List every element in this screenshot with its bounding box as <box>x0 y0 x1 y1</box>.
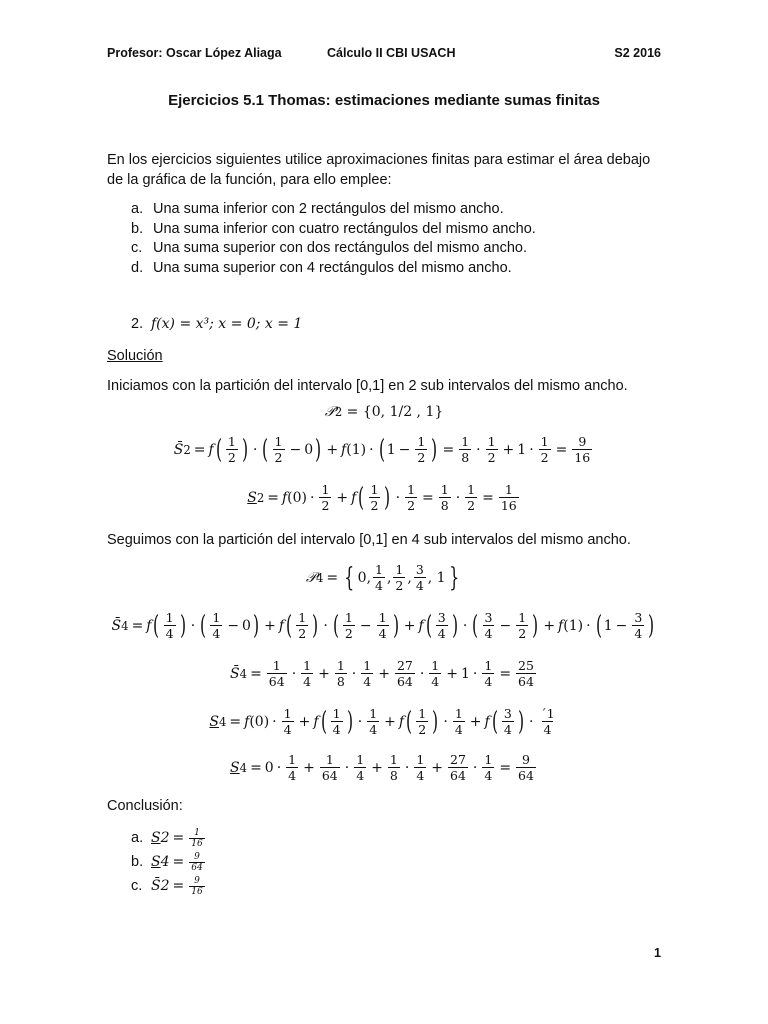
list-item: d. Una suma superior con 4 rectángulos del mismo ancho. <box>131 259 512 276</box>
equation-p4: 𝒫 4 = { 0, $\frac{1}{4}$ , $\frac{1}{2}$ , $\frac{3}{4}$ , 1 } <box>305 562 459 593</box>
equation-lower-sum-4-values: S 4 = 0 · $\frac{1}{4}$ + $\frac{1}{64}$ · $\frac{1}{4}$ + $\frac{1}{8}$ · $\frac{1}{4}$ + $\frac{27}{64}$ · $\frac{1}{4}$ = $\frac{9}{64}$ <box>230 752 534 783</box>
list-item: a. Una suma inferior con 2 rectángulos del mismo ancho. <box>131 201 504 217</box>
solution-heading: Solución <box>107 348 163 364</box>
equation-upper-sum-2: S̄ 2 = f ( $\frac{1}{2}$ ) · ( $\frac{1}{2}$ − 0 ) + f (1) · ( 1 − $\frac{1}{2}$ ) = $\frac{1}{8}$ · $\frac{1}{2}$ + 1 · $\frac{1}{2}$ = $\frac{9}{16}$ <box>173 434 591 465</box>
header-semester: S2 2016 <box>614 46 661 60</box>
conclusion-list <box>131 826 207 898</box>
list-item: c. S̄ 2 = $\frac{9}{16}$ <box>131 875 203 897</box>
equation-p2: 𝒫 2 = {0, 1/2 , 1} <box>324 404 444 420</box>
instruction-list <box>131 200 536 278</box>
exercise-statement: 2. f(x) = x³; x = 0; x = 1 <box>131 316 303 332</box>
partition-2-text: Iniciamos con la partición del intervalo [0,1] en 2 sub intervalos del mismo ancho. <box>107 378 628 394</box>
equation-upper-sum-4-values: S̄ 4 = $\frac{1}{64}$ · $\frac{1}{4}$ + $\frac{1}{8}$ · $\frac{1}{4}$ + $\frac{27}{64}$ · $\frac{1}{4}$ + 1 · $\frac{1}{4}$ = $\frac{25}{64}$ <box>230 658 534 689</box>
equation-lower-sum-4: S 4 = f (0) · $\frac{1}{4}$ + f ( $\frac{1}{4}$ ) · $\frac{1}{4}$ + f ( $\frac{1}{2}$ ) · $\frac{1}{4}$ + f ( $\frac{3}{4}$ ) · $\frac{´1}{4}$ <box>209 706 555 737</box>
list-item: c. Una suma superior con dos rectángulos del mismo ancho. <box>131 240 527 256</box>
conclusion-heading: Conclusión: <box>107 798 183 814</box>
list-item: b. S 4 = $\frac{9}{64}$ <box>131 851 203 873</box>
partition-4-text: Seguimos con la partición del intervalo [0,1] en 4 sub intervalos del mismo ancho. <box>107 532 631 548</box>
equation-lower-sum-2: S 2 = f (0) · $\frac{1}{2}$ + f ( $\frac{1}{2}$ ) · $\frac{1}{2}$ = $\frac{1}{8}$ · $\frac{1}{2}$ = $\frac{1}{16}$ <box>247 482 517 513</box>
header-author: Profesor: Oscar López Aliaga <box>107 46 282 60</box>
intro-paragraph: En los ejercicios siguientes utilice aproximaciones finitas para estimar el área debajo de la gráfica de la función, para ello emplee: <box>107 152 651 188</box>
equation-upper-sum-4: S̄ 4 = f ( $\frac{1}{4}$ ) · ( $\frac{1}{4}$ − 0 ) + f ( $\frac{1}{2}$ ) · ( $\frac{1}{2}$ − $\frac{1}{4}$ ) + f ( $\frac{3}{4}$ ) · ( $\frac{3}{4}$ − $\frac{1}{2}$ ) + f (1) · ( 1 − $\frac{3}{4}$ ) <box>111 610 655 641</box>
page-title: Ejercicios 5.1 Thomas: estimaciones mediante sumas finitas <box>168 92 600 109</box>
header-course: Cálculo II CBI USACH <box>327 46 456 60</box>
list-item: b. Una suma inferior con cuatro rectángulos del mismo ancho. <box>131 220 536 237</box>
list-item: a. S 2 = $\frac{1}{16}$ <box>131 827 203 849</box>
page-number: 1 <box>654 946 661 960</box>
